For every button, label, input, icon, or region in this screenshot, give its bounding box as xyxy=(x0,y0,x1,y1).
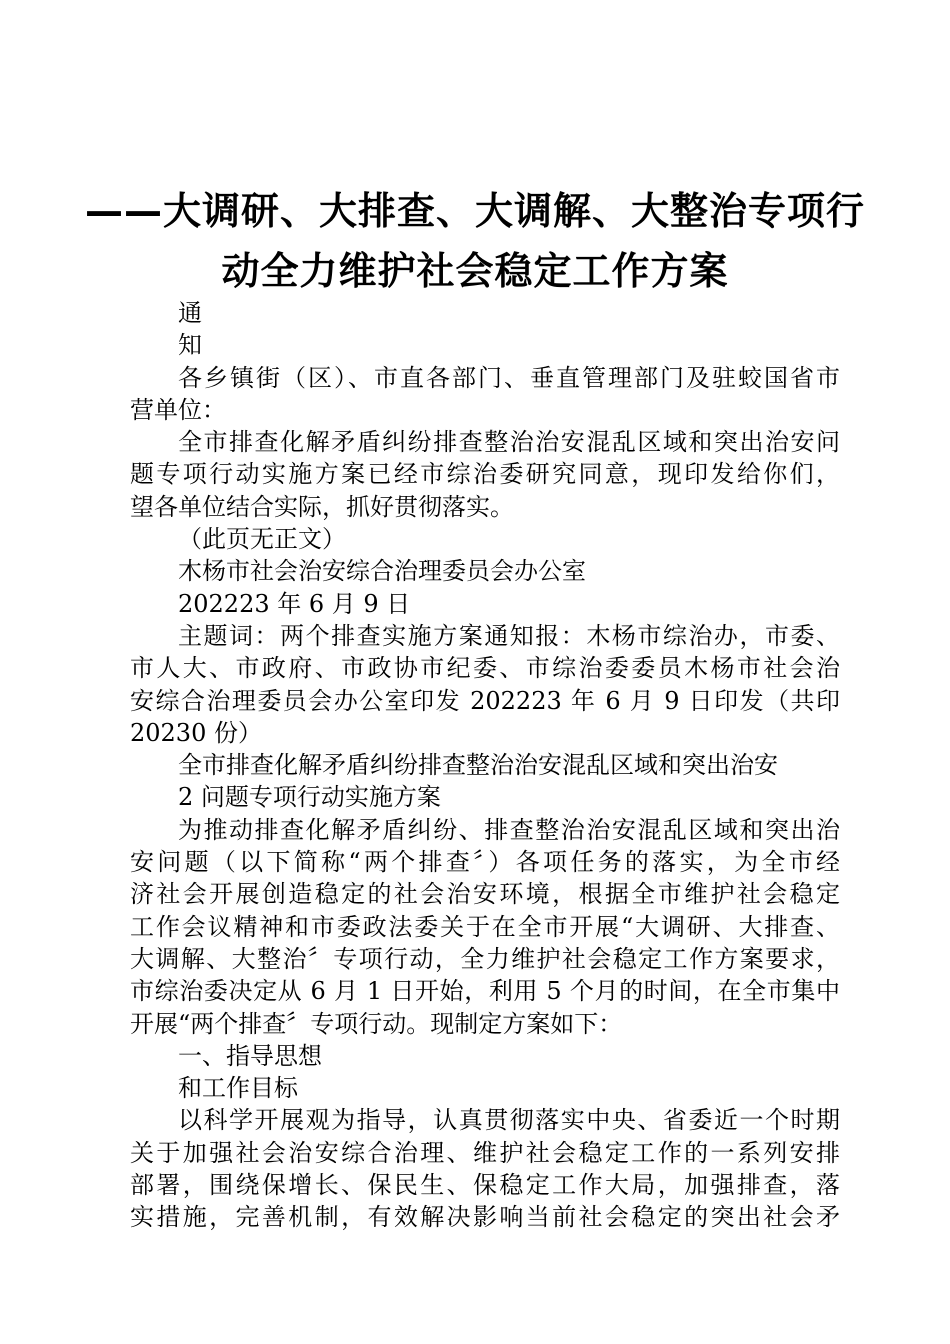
section-paragraph-line: 部署，围绕保增长、保民生、保稳定工作大局，加强排查，落 xyxy=(130,1171,840,1200)
plan-intro-line: 大调解、大整治〞专项行动，全力维护社会稳定工作方案要求， xyxy=(130,944,840,973)
no-body-note: （此页无正文） xyxy=(178,525,346,554)
distribution-line: 市人大、市政府、市政协市纪委、市综治委委员木杨市社会治 xyxy=(130,654,840,683)
plan-intro-line: 济社会开展创造稳定的社会治安环境，根据全市维护社会稳定 xyxy=(130,880,840,909)
document-title-line-2: 动全力维护社会稳定工作方案 xyxy=(221,249,729,293)
plan-intro-line: 开展“两个排查〞专项行动。现制定方案如下： xyxy=(130,1009,623,1038)
section-paragraph-line: 实措施，完善机制，有效解决影响当前社会稳定的突出社会矛 xyxy=(130,1203,840,1232)
section-heading: 一、指导思想 xyxy=(178,1041,322,1070)
addressee-line: 各乡镇街（区）、市直各部门、垂直管理部门及驻蛟国省市 xyxy=(178,363,840,392)
notice-heading-char-1: 通 xyxy=(178,299,202,327)
document-body xyxy=(130,297,840,1234)
plan-intro-line: 为推动排查化解矛盾纠纷、排查整治治安混乱区域和突出治 xyxy=(178,815,840,844)
notice-paragraph-line: 望各单位结合实际，抓好贯彻落实。 xyxy=(130,492,514,521)
document-title-line-1: ——大调研、大排查、大调解、大整治专项行 xyxy=(84,189,865,233)
distribution-line: 20230 份） xyxy=(130,718,262,747)
plan-intro-line: 市综治委决定从 6 月 1 日开始，利用 5 个月的时间，在全市集中 xyxy=(130,977,840,1006)
distribution-line: 安综合治理委员会办公室印发 202223 年 6 月 9 日印发（共印 xyxy=(130,686,840,715)
notice-heading-char-2: 知 xyxy=(178,331,202,360)
section-paragraph-line: 以科学开展观为指导，认真贯彻落实中央、省委近一个时期 xyxy=(178,1106,840,1135)
notice-paragraph-line: 题专项行动实施方案已经市综治委研究同意，现印发给你们， xyxy=(130,460,840,489)
issuing-office: 木杨市社会治安综合治理委员会办公室 xyxy=(178,557,586,586)
issue-date: 202223 年 6 月 9 日 xyxy=(178,589,411,618)
notice-paragraph-line: 全市排查化解矛盾纠纷排查整治治安混乱区域和突出治安问 xyxy=(178,428,840,457)
addressee-line: 营单位： xyxy=(130,395,226,424)
plan-title-line: 全市排查化解矛盾纠纷排查整治治安混乱区域和突出治安 xyxy=(178,751,778,780)
keywords-line: 主题词：两个排查实施方案通知报：木杨市综治办，市委、 xyxy=(178,621,840,650)
section-heading: 和工作目标 xyxy=(178,1074,298,1103)
section-paragraph-line: 关于加强社会治安综合治理、维护社会稳定工作的一系列安排 xyxy=(130,1138,840,1167)
plan-intro-line: 工作会议精神和市委政法委关于在全市开展“大调研、大排查、 xyxy=(130,912,840,941)
plan-title-line: 2 问题专项行动实施方案 xyxy=(178,783,441,812)
plan-intro-line: 安问题（以下简称“两个排查〞）各项任务的落实，为全市经 xyxy=(130,848,840,877)
